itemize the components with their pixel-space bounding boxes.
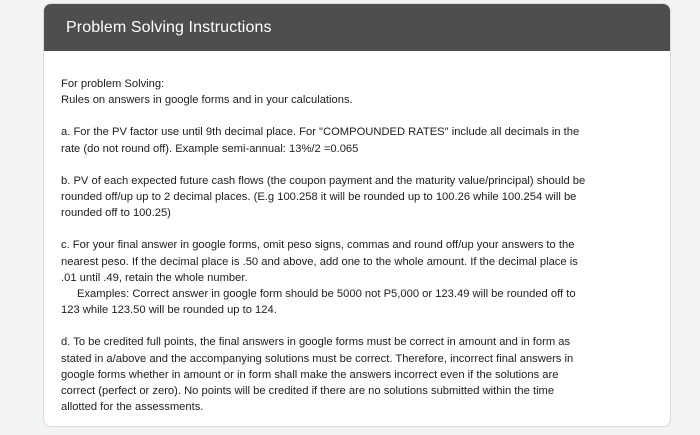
- rule-c-line: .01 until .49, retain the whole number.: [61, 271, 248, 284]
- intro-line: Rules on answers in google forms and in your calculations.: [61, 94, 353, 107]
- rule-d-line: allotted for the assessments.: [61, 401, 204, 414]
- section-description: [44, 51, 670, 415]
- rule-b-line: b. PV of each expected future cash flows (the coupon payment and the maturity value/principal) should be: [61, 174, 586, 187]
- rule-c-examples-line: 123 while 123.50 will be rounded up to 124.: [61, 304, 277, 317]
- rule-d-line: correct (perfect or zero). No points will be credited if there are no solutions submitted within the time: [61, 385, 555, 398]
- intro-paragraph: [61, 76, 646, 108]
- rule-d-line: d. To be credited full points, the final answers in google forms must be correct in amount and in form as: [61, 336, 571, 349]
- rule-b-paragraph: [61, 173, 646, 222]
- rule-c-line: c. For your final answer in google forms, omit peso signs, commas and round off/up your answers to the: [61, 239, 575, 252]
- instructions-card: [43, 3, 671, 427]
- rule-d-line: google forms whether in amount or in form shall make the answers incorrect even if the solutions are: [61, 368, 559, 381]
- rule-d-line: stated in a/above and the accompanying solutions must be correct. Therefore, incorrect final answers in: [61, 352, 574, 365]
- rule-c-examples-line: Examples: Correct answer in google form should be 5000 not P5,000 or 123.49 will be rounded off to: [77, 288, 576, 301]
- rule-a-paragraph: [61, 124, 646, 156]
- rule-c-line: nearest peso. If the decimal place is .50 and above, add one to the whole amount. If the decimal place is: [61, 255, 578, 268]
- card-header: [44, 4, 670, 51]
- rule-d-paragraph: [61, 334, 646, 415]
- section-title: Problem Solving Instructions: [66, 18, 272, 36]
- rule-c-paragraph: [61, 237, 646, 318]
- rule-a-line: a. For the PV factor use until 9th decimal place. For "COMPOUNDED RATES" include all decimals in the: [61, 126, 580, 139]
- intro-line: For problem Solving:: [61, 78, 165, 90]
- rule-b-line: rounded off/up up to 2 decimal places. (E.g 100.258 it will be rounded up to 100.26 while 100.254 will be: [61, 191, 577, 204]
- rule-a-line: rate (do not round off). Example semi-annual: 13%/2 =0.065: [61, 142, 359, 155]
- rule-b-line: rounded off to 100.25): [61, 207, 171, 220]
